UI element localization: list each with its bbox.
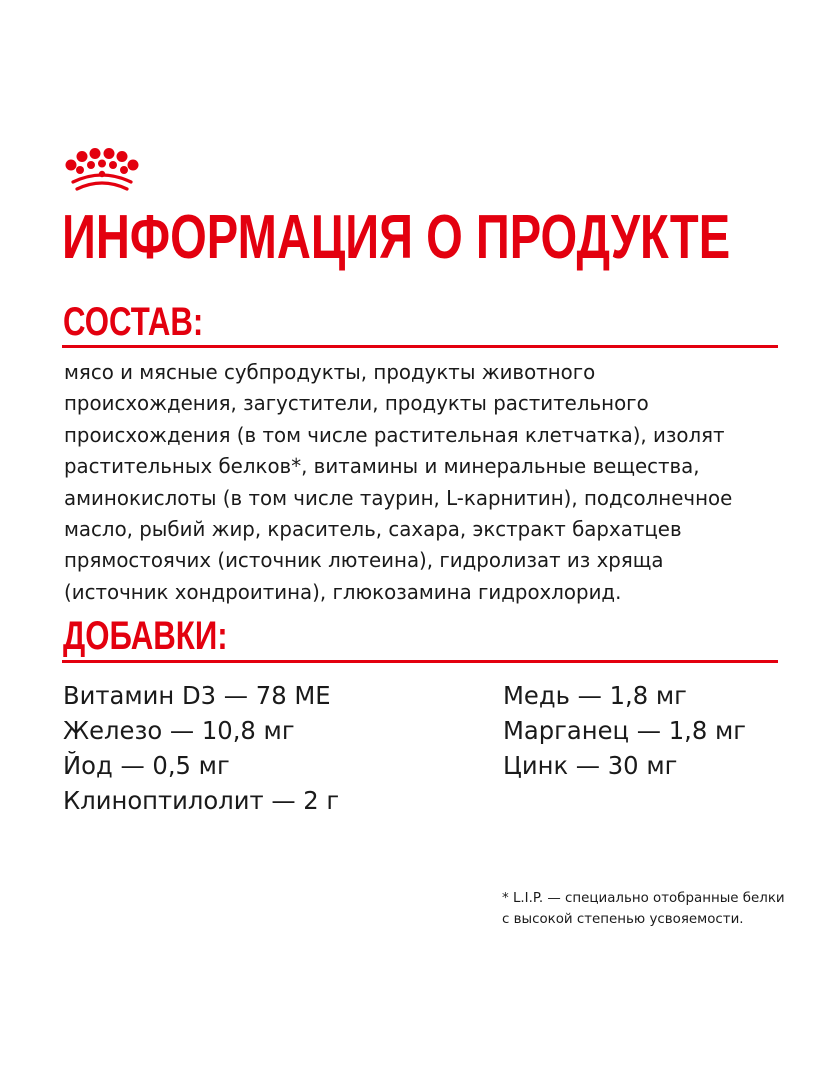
additives-right-column	[503, 678, 754, 783]
footnote-line: * L.I.P. — специально отобранные белки	[502, 891, 785, 906]
royal-crown-icon	[64, 148, 140, 194]
composition-divider	[62, 345, 778, 348]
additives-divider	[62, 660, 778, 663]
composition-line: мясо и мясные субпродукты, продукты животного	[64, 360, 596, 384]
additive-item: Железо — 10,8 мг	[63, 716, 295, 745]
additive-item: Марганец — 1,8 мг	[503, 716, 747, 745]
composition-line: происхождения (в том числе растительная клетчатка), изолят	[64, 422, 725, 447]
footnote-line: с высокой степенью усвояемости.	[502, 912, 744, 927]
additives-heading: ДОБАВКИ:	[63, 614, 228, 658]
additive-item: Витамин D3 — 78 МЕ	[63, 681, 331, 710]
composition-line: прямостоячих (источник лютеина), гидролизат из хряща	[64, 548, 664, 573]
composition-line: масло, рыбий жир, краситель, сахара, экстракт бархатцев	[64, 517, 682, 542]
composition-line: аминокислоты (в том числе таурин, L-карнитин), подсолнечное	[64, 485, 733, 510]
composition-line: происхождения, загустители, продукты растительного	[64, 391, 649, 416]
additive-item: Медь — 1,8 мг	[503, 681, 687, 710]
composition-heading: СОСТАВ:	[63, 300, 204, 344]
composition-line: (источник хондроитина), глюкозамина гидрохлорид.	[64, 579, 622, 604]
additive-item: Йод — 0,5 мг	[63, 751, 230, 780]
page-title: ИНФОРМАЦИЯ О ПРОДУКТЕ	[62, 203, 731, 272]
additive-item: Цинк — 30 мг	[503, 751, 678, 780]
additives-left-column	[63, 678, 348, 818]
composition-text	[64, 357, 759, 608]
additive-item: Клиноптилолит — 2 г	[63, 786, 340, 815]
footnote	[502, 888, 785, 930]
composition-line: растительных белков*, витамины и минеральные вещества,	[64, 454, 700, 479]
